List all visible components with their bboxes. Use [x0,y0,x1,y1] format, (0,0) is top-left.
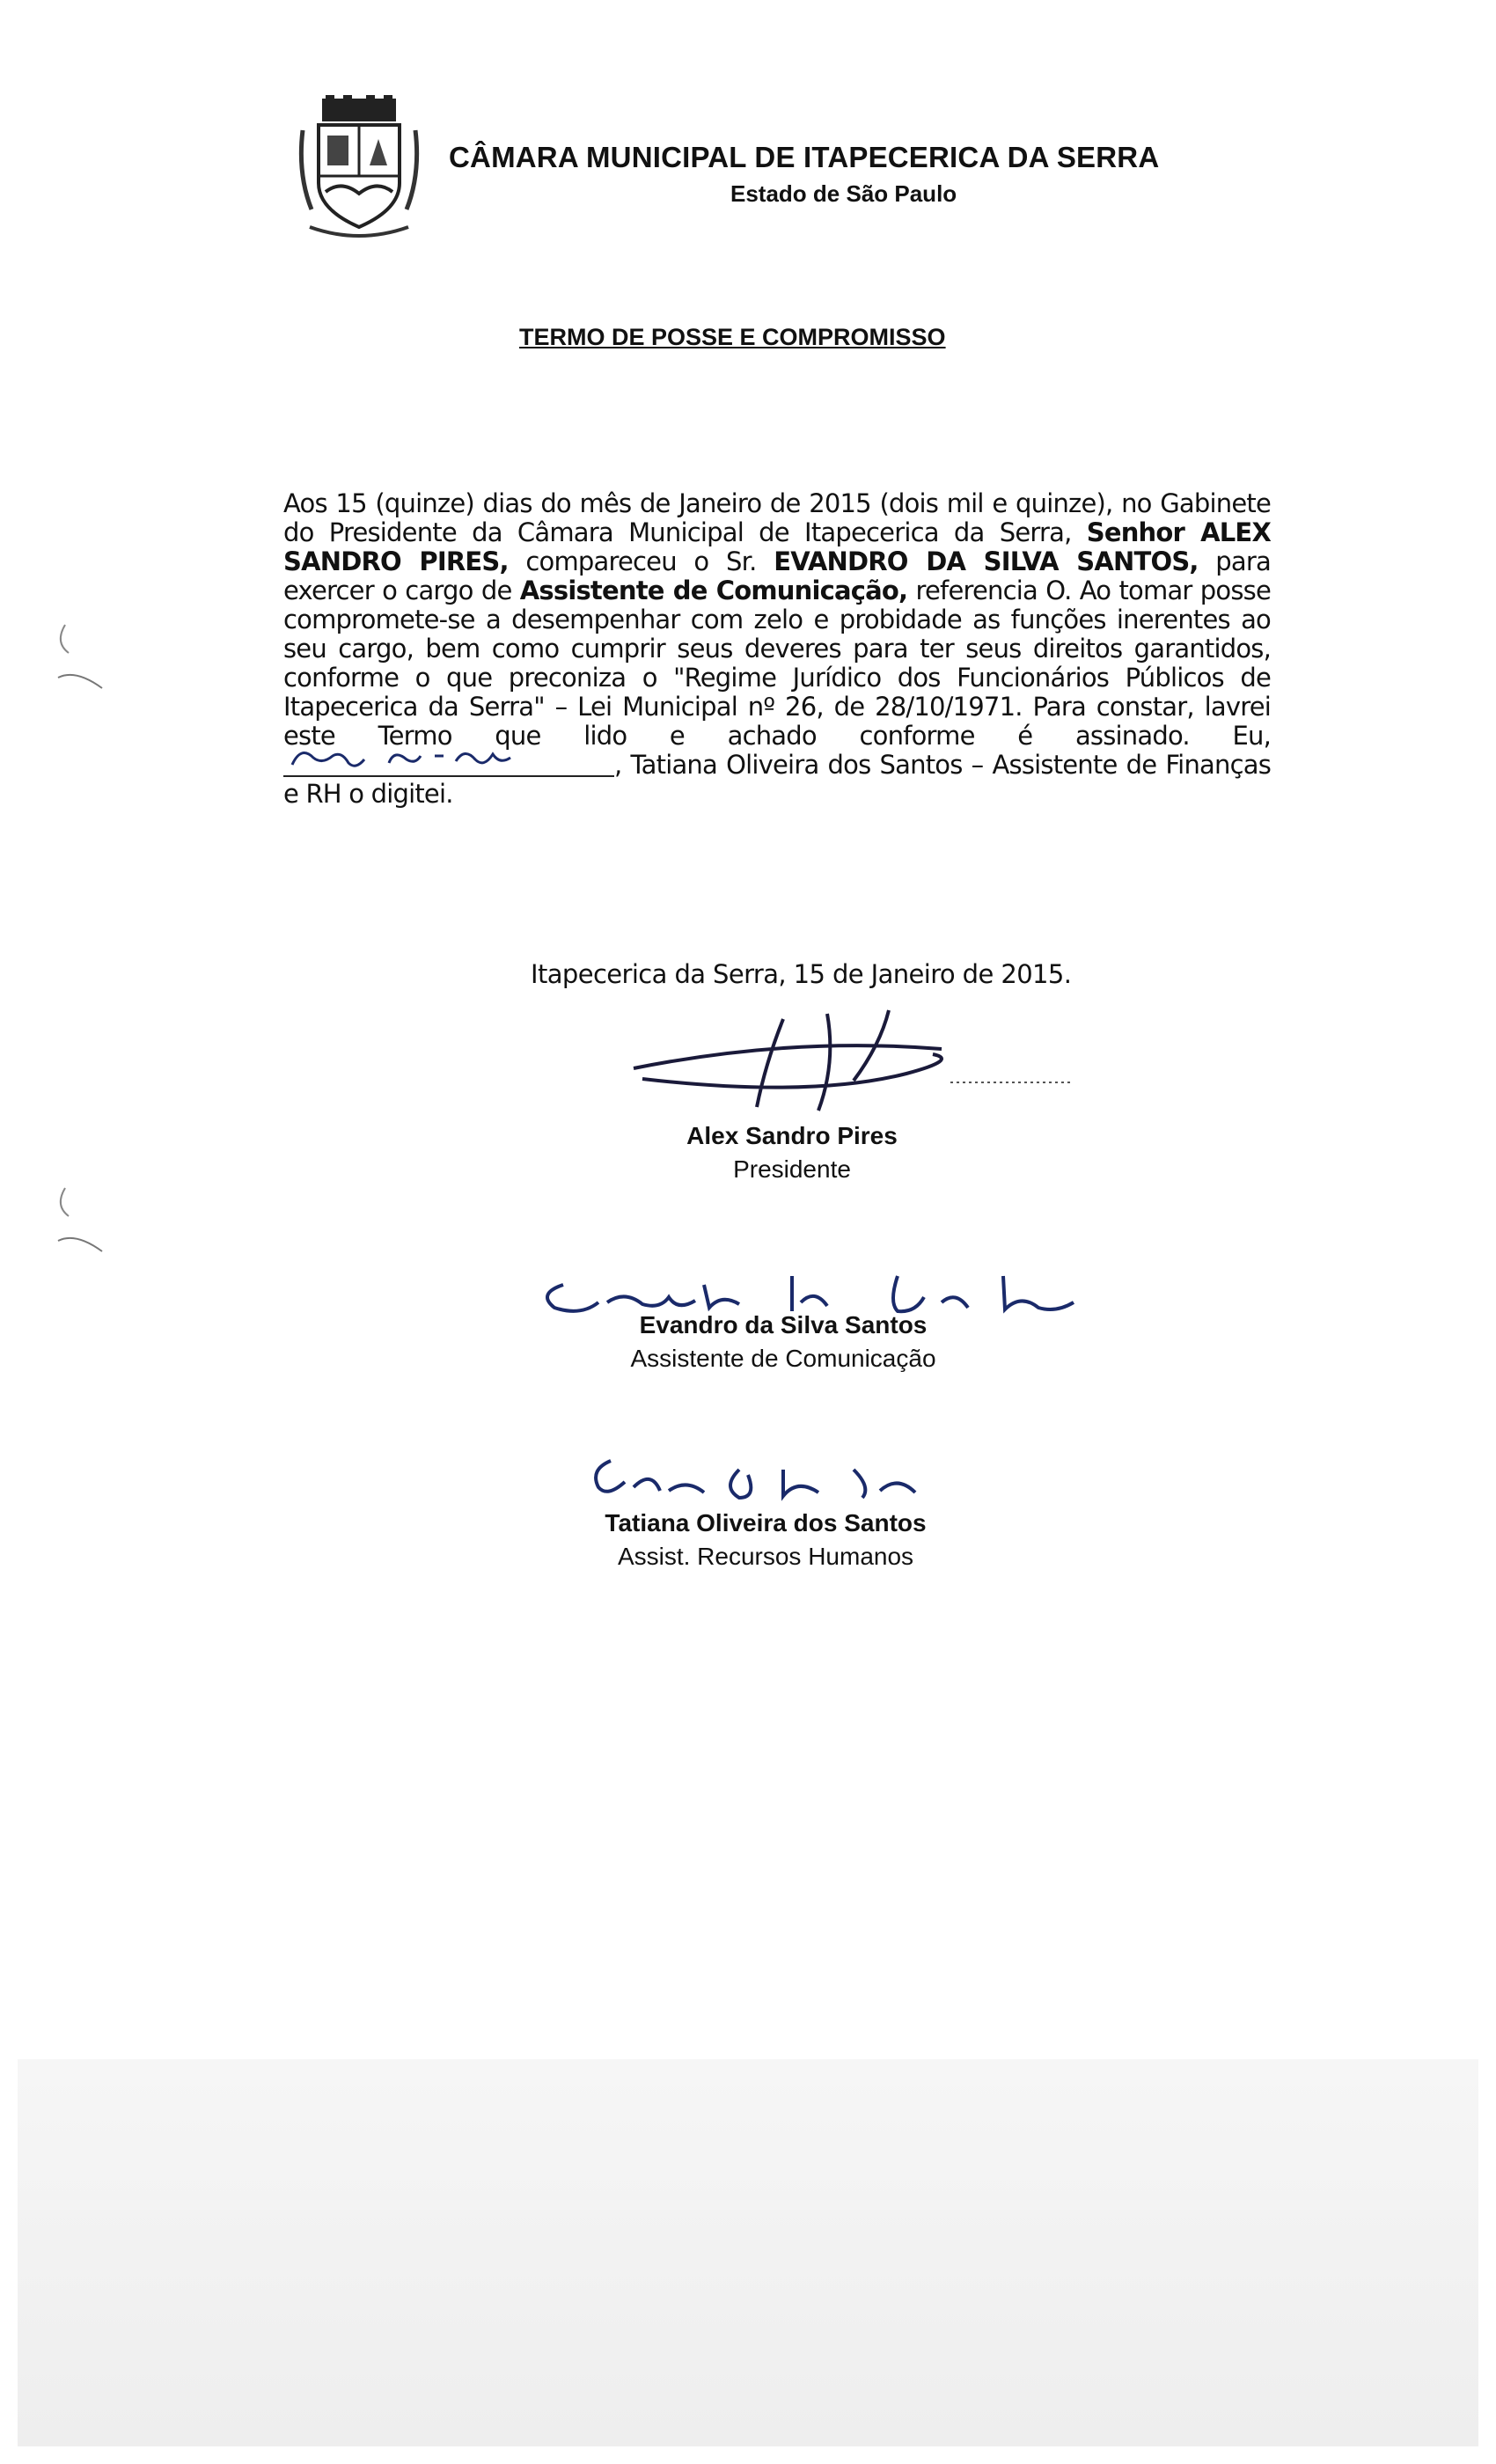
signatory-name: Alex Sandro Pires [686,1122,898,1149]
inline-signature-icon [283,738,614,775]
signatory-role: Assist. Recursos Humanos [617,1543,914,1570]
scan-shadow [18,2059,1478,2446]
body-appearance: compareceu o Sr. [525,546,757,576]
signatory-name: Tatiana Oliveira dos Santos [605,1509,927,1536]
signatory-role: Assistente de Comunicação [630,1345,936,1372]
appointee-name: EVANDRO DA SILVA SANTOS, [774,546,1199,576]
inline-signature-line [283,752,614,777]
body-position-intro: para exercer o cargo de [283,546,1271,605]
institution-name: CÂMARA MUNICIPAL DE ITAPECERICA DA SERRA [449,141,1160,173]
document-title: TERMO DE POSSE E COMPROMISSO [519,324,946,350]
body-intro: Aos 15 (quinze) dias do mês de Janeiro de 2015 (dois mil e quinze), no Gabinete do Presidente da Câmara Municipal de Itapecerica da Serra, [283,488,1271,547]
position-name: Assistente de Comunicação, [519,576,908,605]
president-reference: Senhor ALEX SANDRO PIRES, [283,517,1272,576]
signatory-role: Presidente [733,1155,851,1183]
punch-hole-mark-icon [49,1179,120,1258]
municipal-crest-icon [297,95,421,245]
president-signature-icon [616,1001,1091,1125]
body-closing: , Tatiana Oliveira dos Santos – Assistente de Finanças e RH o digitei. [283,750,1271,809]
body-commitment: referencia O. Ao tomar posse compromete-se a desempenhar com zelo e probidade as funções inerentes ao seu cargo, bem como cumprir seus deveres para ter seus direitos garantidos, conforme o que preconiza o "Regime Jurídico dos Funcionários Públicos de Itapecerica da Serra" – Lei Municipal nº 26, de 28/10/1971. Para constar, lavrei este Termo que lido e achado conforme é assinado. Eu, [283,576,1272,751]
signature-block-appointee [598,1311,968,1373]
signatory-name: Evandro da Silva Santos [639,1311,928,1338]
punch-hole-mark-icon [49,616,120,695]
date-line: Itapecerica da Serra, 15 de Janeiro de 2015. [531,959,1072,989]
signature-block-hr [572,1509,959,1571]
document-body [283,489,1271,809]
hr-signature-icon [572,1443,959,1514]
signature-block-president [616,1122,968,1184]
state-name: Estado de São Paulo [730,180,957,207]
